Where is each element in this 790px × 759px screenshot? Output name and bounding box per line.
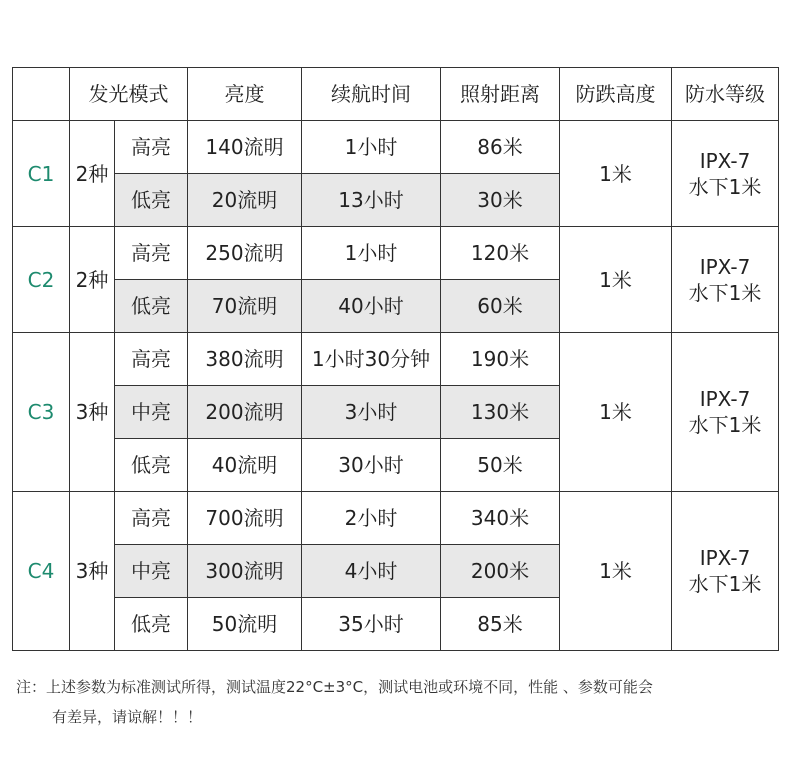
waterproof-depth: 水下1米 (688, 174, 762, 199)
range-value: 60米 (441, 280, 560, 333)
header-runtime: 续航时间 (302, 68, 441, 121)
table-row (13, 492, 779, 545)
footnote (16, 672, 778, 732)
lumen-value: 20流明 (188, 174, 302, 227)
header-drop: 防跌高度 (560, 68, 672, 121)
drop-height: 1米 (560, 492, 672, 651)
spec-table (12, 67, 779, 651)
drop-height: 1米 (560, 121, 672, 227)
mode-count: 2种 (70, 121, 115, 227)
lumen-value: 380流明 (188, 333, 302, 386)
waterproof-depth: 水下1米 (688, 413, 762, 437)
mode-label: 中亮 (115, 545, 188, 598)
lumen-value: 200流明 (188, 386, 302, 439)
waterproof-grade: IPX-7 (699, 387, 751, 411)
range-value: 50米 (441, 439, 560, 492)
mode-label: 低亮 (115, 598, 188, 651)
drop-height: 1米 (560, 227, 672, 333)
waterproof-grade: IPX-7 (699, 546, 751, 570)
header-row (13, 68, 779, 121)
waterproof-grade: IPX-7 (699, 148, 751, 173)
drop-height: 1米 (560, 333, 672, 492)
mode-label: 高亮 (115, 227, 188, 280)
waterproof-depth: 水下1米 (688, 280, 762, 305)
mode-count: 3种 (70, 333, 115, 492)
waterproof-grade: IPX-7 (699, 254, 751, 279)
range-value: 120米 (441, 227, 560, 280)
lumen-value: 700流明 (188, 492, 302, 545)
lumen-value: 300流明 (188, 545, 302, 598)
table-row (13, 227, 779, 280)
model-name: C4 (13, 492, 70, 651)
header-blank (13, 68, 70, 121)
header-waterproof: 防水等级 (672, 68, 779, 121)
mode-label: 高亮 (115, 121, 188, 174)
lumen-value: 40流明 (188, 439, 302, 492)
runtime-value: 1小时30分钟 (302, 333, 441, 386)
lumen-value: 140流明 (188, 121, 302, 174)
runtime-value: 30小时 (302, 439, 441, 492)
runtime-value: 13小时 (302, 174, 441, 227)
range-value: 86米 (441, 121, 560, 174)
runtime-value: 2小时 (302, 492, 441, 545)
range-value: 340米 (441, 492, 560, 545)
mode-label: 低亮 (115, 174, 188, 227)
waterproof-rating (672, 227, 779, 333)
range-value: 85米 (441, 598, 560, 651)
table-row (13, 333, 779, 386)
runtime-value: 4小时 (302, 545, 441, 598)
range-value: 30米 (441, 174, 560, 227)
range-value: 190米 (441, 333, 560, 386)
waterproof-rating (672, 492, 779, 651)
lumen-value: 250流明 (188, 227, 302, 280)
table-row (13, 121, 779, 174)
header-mode: 发光模式 (70, 68, 188, 121)
mode-label: 低亮 (115, 439, 188, 492)
lumen-value: 70流明 (188, 280, 302, 333)
range-value: 130米 (441, 386, 560, 439)
runtime-value: 1小时 (302, 121, 441, 174)
header-range: 照射距离 (441, 68, 560, 121)
footnote-line-2: 有差异，请谅解！！！ (52, 708, 203, 726)
mode-label: 高亮 (115, 492, 188, 545)
runtime-value: 40小时 (302, 280, 441, 333)
mode-count: 3种 (70, 492, 115, 651)
model-name: C1 (13, 121, 70, 227)
mode-label: 高亮 (115, 333, 188, 386)
mode-count: 2种 (70, 227, 115, 333)
runtime-value: 3小时 (302, 386, 441, 439)
range-value: 200米 (441, 545, 560, 598)
header-brightness: 亮度 (188, 68, 302, 121)
runtime-value: 1小时 (302, 227, 441, 280)
runtime-value: 35小时 (302, 598, 441, 651)
waterproof-rating (672, 333, 779, 492)
mode-label: 低亮 (115, 280, 188, 333)
footnote-line-1: 注：上述参数为标准测试所得，测试温度22°C±3°C，测试电池或环境不同，性能 、参数可能会 (16, 678, 653, 696)
model-name: C2 (13, 227, 70, 333)
waterproof-rating (672, 121, 779, 227)
model-name: C3 (13, 333, 70, 492)
mode-label: 中亮 (115, 386, 188, 439)
lumen-value: 50流明 (188, 598, 302, 651)
waterproof-depth: 水下1米 (688, 572, 762, 596)
